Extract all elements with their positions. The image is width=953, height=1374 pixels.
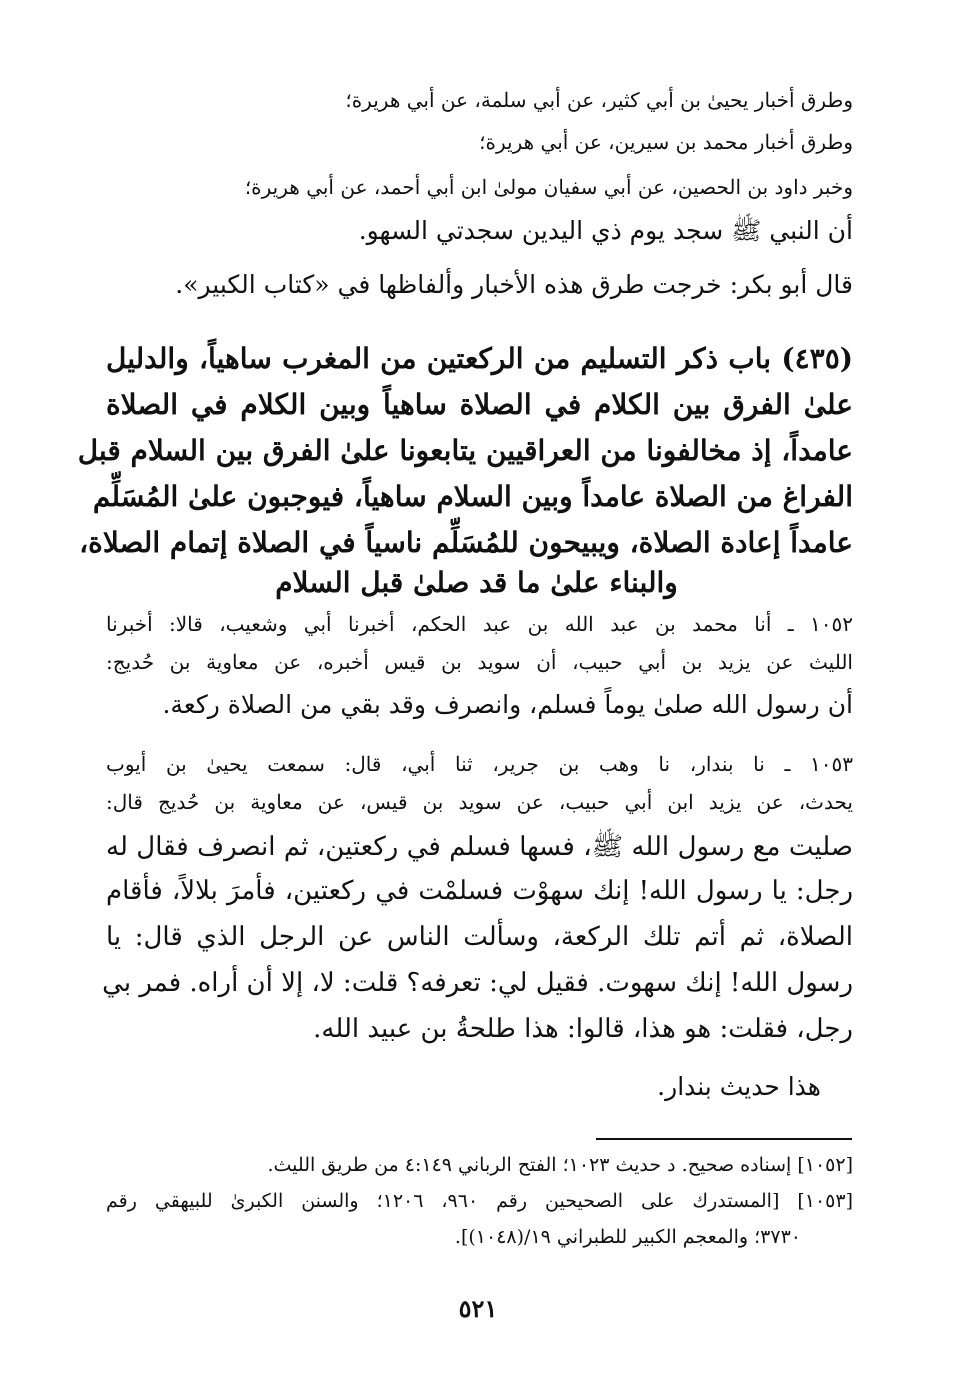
hadith-1052-matn: أن رسول الله صلىٰ يوماً فسلم، وانصرف وقد بقي من الصلاة ركعة. bbox=[162, 690, 853, 719]
chapter-heading-line: عامداً، إذ مخالفونا من العراقيين يتابعونا علىٰ الفرق بين السلام قبل bbox=[77, 434, 853, 467]
hadith-1052-isnad: الليث عن يزيد بن أبي حبيب، أن سويد بن قيس أخبره، عن معاوية بن حُديج: bbox=[106, 650, 853, 674]
footnote: ٣٧٣٠؛ والمعجم الكبير للطبراني ١٩/(١٠٤٨)]. bbox=[454, 1226, 801, 1248]
chapter-heading-line: الفراغ من الصلاة عامداً وبين السلام ساهياً، فيوجبون علىٰ المُسَلِّم bbox=[92, 480, 853, 513]
footnote-separator bbox=[596, 1138, 852, 1140]
hadith-1053-matn-line: رجل، فقلت: هو هذا، قالوا: هذا طلحةُ بن عبيد الله. bbox=[313, 1014, 853, 1044]
intro-line: وطرق أخبار محمد بن سيرين، عن أبي هريرة؛ bbox=[479, 130, 853, 154]
intro-line: وطرق أخبار يحيىٰ بن أبي كثير، عن أبي سلمة، عن أبي هريرة؛ bbox=[345, 88, 853, 112]
hadith-1053-matn-line: رسول الله! إنك سهوت. فقيل لي: تعرفه؟ قلت: لا، إلا أن أراه. فمر بي bbox=[102, 968, 853, 998]
hadith-1053-isnad: يحدث، عن يزيد ابن أبي حبيب، عن سويد بن قيس، عن معاوية بن حُديج قال: bbox=[106, 790, 853, 814]
hadith-1053-closing: هذا حديث بندار. bbox=[657, 1072, 821, 1101]
footnote: [١٠٥٢] إسناده صحيح. د حديث ١٠٢٣؛ الفتح الرباني ٤:١٤٩ من طريق الليث. bbox=[267, 1154, 853, 1176]
chapter-heading-line: (٤٣٥) باب ذكر التسليم من الركعتين من المغرب ساهياً، والدليل bbox=[106, 342, 853, 375]
page-number: ٥٢١ bbox=[458, 1294, 498, 1323]
chapter-heading-line: عامداً إعادة الصلاة، ويبيحون للمُسَلِّم ناسياً في الصلاة إتمام الصلاة، bbox=[79, 526, 853, 559]
hadith-1053-isnad: ١٠٥٣ ـ نا بندار، نا وهب بن جرير، ثنا أبي، قال: سمعت يحيىٰ بن أيوب bbox=[106, 752, 853, 776]
chapter-heading-line: علىٰ الفرق بين الكلام في الصلاة ساهياً وبين الكلام في الصلاة bbox=[106, 388, 853, 421]
abu-bakr-note: قال أبو بكر: خرجت طرق هذه الأخبار وألفاظها في «كتاب الكبير». bbox=[175, 270, 853, 299]
intro-line: وخبر داود بن الحصين، عن أبي سفيان مولىٰ ابن أبي أحمد، عن أبي هريرة؛ bbox=[244, 175, 853, 199]
intro-line: أن النبي ﷺ سجد يوم ذي اليدين سجدتي السهو. bbox=[358, 216, 853, 245]
hadith-1052-isnad: ١٠٥٢ ـ أنا محمد بن عبد الله بن عبد الحكم، أخبرنا أبي وشعيب، قالا: أخبرنا bbox=[106, 612, 853, 636]
hadith-1053-matn-line: رجل: يا رسول الله! إنك سهوْت فسلمْت في ركعتين، فأمرَ بلالاً، فأقام bbox=[106, 876, 853, 906]
hadith-1053-matn-line: الصلاة، ثم أتم تلك الركعة، وسألت الناس عن الرجل الذي قال: يا bbox=[106, 922, 853, 952]
hadith-1053-matn-line: صليت مع رسول الله ﷺ، فسها فسلم في ركعتين، ثم انصرف فقال له bbox=[106, 832, 853, 862]
chapter-heading-line: والبناء علىٰ ما قد صلىٰ قبل السلام bbox=[275, 566, 678, 599]
footnote: [١٠٥٣] [المستدرك على الصحيحين رقم ٩٦٠، ١٢٠٦؛ والسنن الكبرىٰ للبيهقي رقم bbox=[106, 1190, 854, 1212]
